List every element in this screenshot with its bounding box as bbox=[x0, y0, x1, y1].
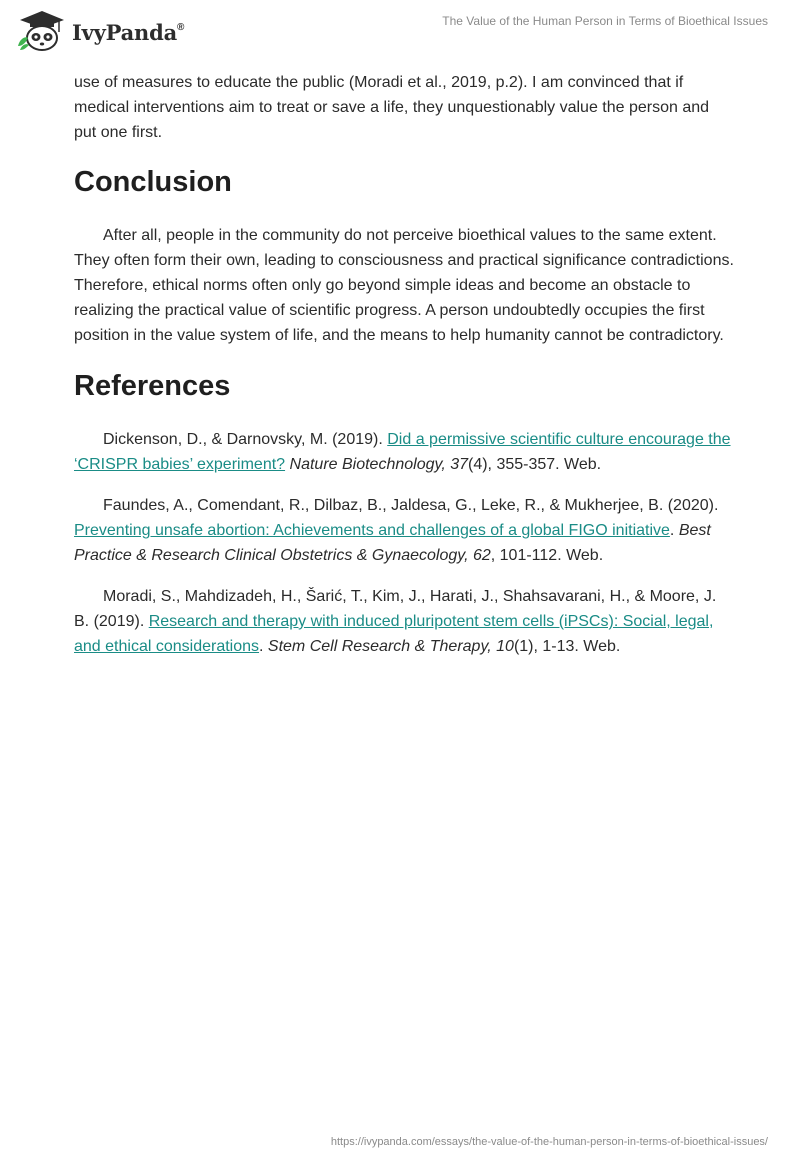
document-title: The Value of the Human Person in Terms of Bioethical Issues bbox=[442, 14, 768, 28]
reference-item: Dickenson, D., & Darnovsky, M. (2019). Did a permissive scientific culture encourage the ‘CRISPR babies’ experiment? Nature Biotechnology, 37(4), 355-357. Web. bbox=[74, 431, 731, 473]
ivypanda-logo[interactable] bbox=[14, 8, 184, 52]
reference-link[interactable]: Preventing unsafe abortion: Achievements and challenges of a global FIGO initiative bbox=[74, 522, 670, 539]
panda-graduate-icon bbox=[14, 8, 66, 52]
source-url[interactable]: https://ivypanda.com/essays/the-value-of-the-human-person-in-terms-of-bioethical-issues/ bbox=[330, 1136, 768, 1148]
page-header bbox=[0, 0, 800, 64]
reference-link[interactable]: Did a permissive scientific culture encourage the ‘CRISPR babies’ experiment? bbox=[74, 431, 731, 473]
reference-link[interactable]: Research and therapy with induced pluripotent stem cells (iPSCs): Social, legal, and ethical considerations bbox=[74, 613, 714, 655]
conclusion-heading: Conclusion bbox=[74, 166, 232, 198]
essay-content bbox=[74, 70, 734, 675]
references-heading: References bbox=[74, 370, 231, 402]
intro-paragraph: use of measures to educate the public (Moradi et al., 2019, p.2). I am convinced that if medical interventions aim to treat or save a life, they unquestionably value the person and put one first. bbox=[74, 74, 710, 141]
conclusion-paragraph: After all, people in the community do not perceive bioethical values to the same extent. They often form their own, leading to consciousness and practical significance contradictions. Therefore, ethical norms often only go beyond simple ideas and become an obstacle to realizing the practical value of scientific progress. A person undoubtedly occupies the first position in the value system of life, and the means to help humanity cannot be contradictory. bbox=[74, 227, 734, 344]
reference-item: Moradi, S., Mahdizadeh, H., Šarić, T., Kim, J., Harati, J., Shahsavarani, H., & Moore, J. B. (2019). Research and therapy with induced pluripotent stem cells (iPSCs): Social, legal, and ethical considerations. Stem Cell Research & Therapy, 10(1), 1-13. Web. bbox=[74, 588, 717, 655]
brand-name: IvyPanda® bbox=[72, 19, 185, 45]
reference-item: Faundes, A., Comendant, R., Dilbaz, B., Jaldesa, G., Leke, R., & Mukherjee, B. (2020). Preventing unsafe abortion: Achievements and challenges of a global FIGO initiative. Best Practice & Research Clinical Obstetrics & Gynaecology, 62, 101-112. Web. bbox=[74, 497, 719, 564]
